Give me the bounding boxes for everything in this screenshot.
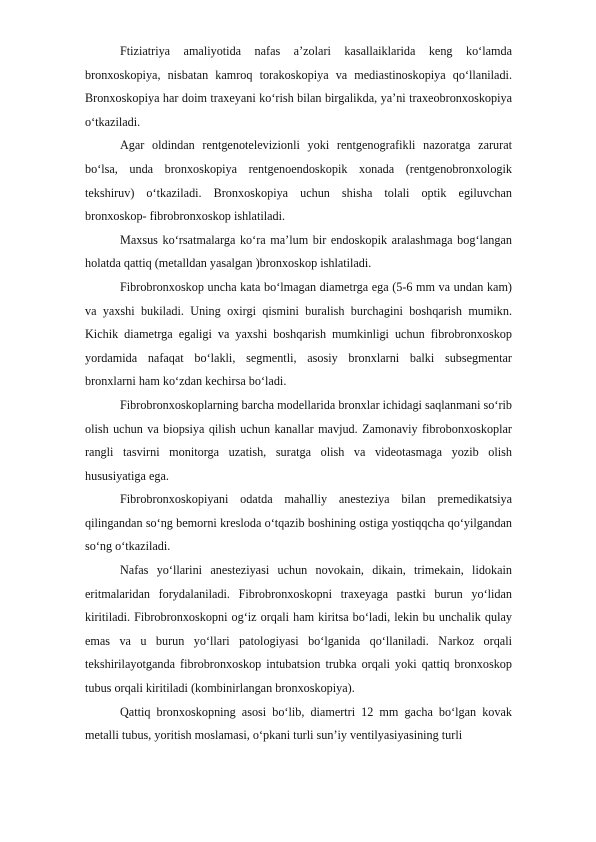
paragraph-6: Fibrobronxoskopiyani odatda mahalliy anesteziya bilan premedikatsiya qilingandan so‘ng bemorni kresloda o‘tqazib boshining ostiga yostiqqcha qo‘yilgandan so‘ng o‘tkaziladi. [85, 492, 512, 554]
paragraph-4: Fibrobronxoskop uncha kata bo‘lmagan diametrga ega (5-6 mm va undan kam) va yaxshi bukiladi. Uning oxirgi qismini buralish burchagini boshqarish mumikn. Kichik diametrga egaligi va yaxshi boshqarish mumkinligi uchun fibrobronxoskop yordamida nafaqat bo‘lakli, segmentli, asosiy bronxlarni balki subsegmentar bronxlarni ham ko‘zdan kechirsa bo‘ladi. [85, 279, 512, 389]
paragraph-3: Maxsus ko‘rsatmalarga ko‘ra ma’lum bir endoskopik aralashmaga bog‘langan holatda qattiq (metalldan yasalgan )bronxoskop ishlatiladi. [85, 232, 512, 271]
paragraph-8: Qattiq bronxoskopning asosi bo‘lib, diamertri 12 mm gacha bo‘lgan kovak metalli tubus, yoritish moslamasi, o‘pkani turli sun’iy ventilyasiyasining turli [85, 704, 512, 743]
paragraph-1: Ftiziatriya amaliyotida nafas a’zolari kasallaiklarida keng ko‘lamda bronxoskopiya, nisbatan kamroq torakoskopiya va mediastinoskopiya qo‘llaniladi. Bronxoskopiya har doim traxeyani ko‘rish bilan birgalikda, ya’ni traxeobronxoskopiya o‘tkaziladi. [85, 44, 512, 129]
paragraph-5: Fibrobronxoskoplarning barcha modellarida bronxlar ichidagi saqlanmani so‘rib olish uchun va biopsiya qilish uchun kanallar mavjud. Zamonaviy fibrobonxoskoplar rangli tasvirni monitorga uzatish, suratga olish va videotasmaga yozib olish hususiyatiga ega. [85, 397, 512, 483]
paragraph-2: Agar oldindan rentgenotelevizionli yoki rentgenografikli nazoratga zarurat bo‘lsa, unda bronxoskopiya rentgenoendoskopik xonada (rentgenobronxologik tekshiruv) o‘tkaziladi. Bronxoskopiya uchun shisha tolali optik egiluvchan bronxoskop- fibrobronxoskop ishlatiladi. [85, 138, 512, 224]
document-page [85, 40, 512, 748]
paragraph-7: Nafas yo‘llarini anesteziyasi uchun novokain, dikain, trimekain, lidokain eritmalaridan forydalaniladi. Fibrobronxoskopni traxeyaga pastki burun yo‘lidan kiritiladi. Fibrobronxoskopni og‘iz orqali ham kiritsa bo‘ladi, lekin bu unchalik qulay emas va u burun yo‘llari patologiyasi bo‘lganida qo‘llaniladi. Narkoz orqali tekshirilayotganda fibrobronxoskop intubatsion trubka orqali yoki qattiq bronxoskop tubus orqali kiritiladi (kombinirlangan bronxoskopiya). [85, 563, 512, 696]
